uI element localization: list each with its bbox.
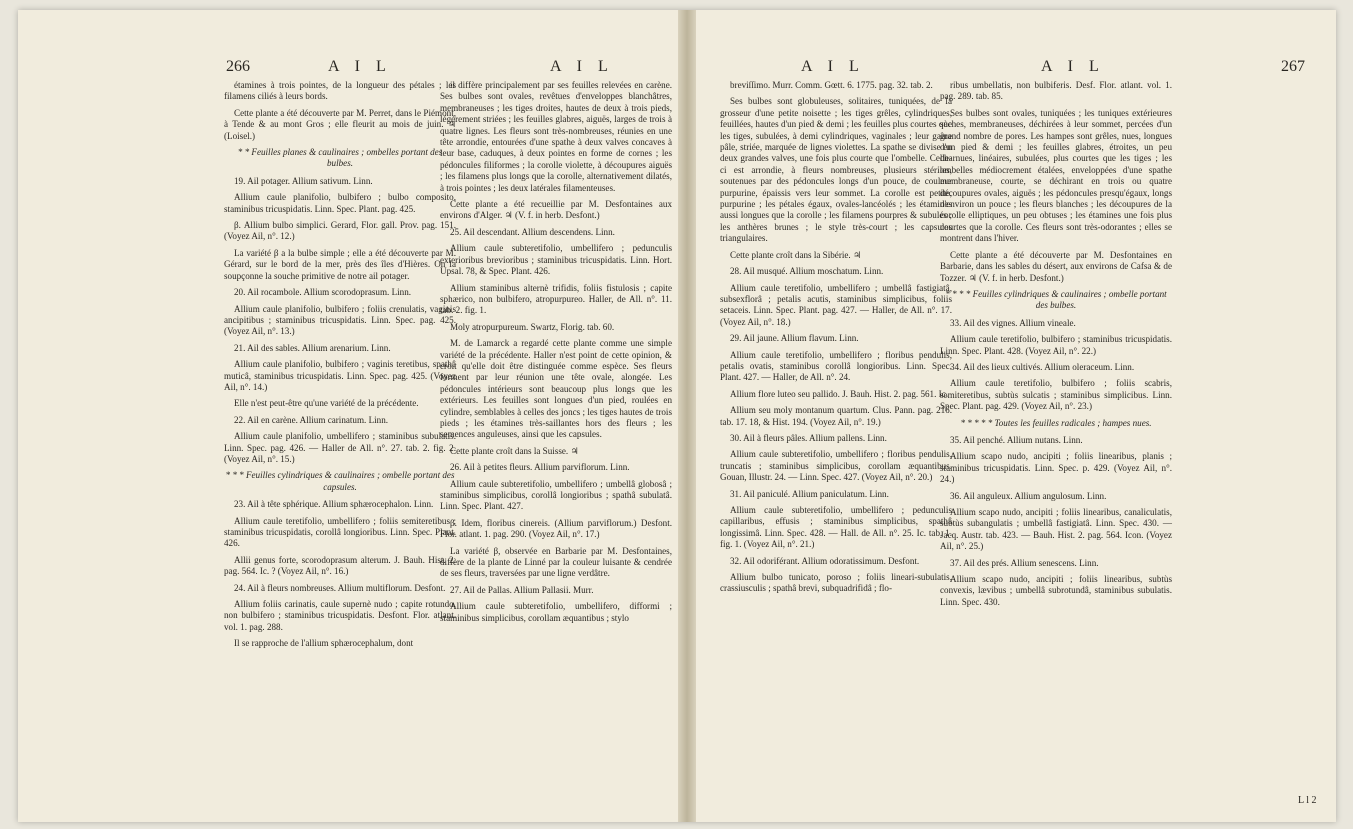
paragraph: Ses bulbes sont ovales, tuniquées ; les tuniques extérieures sèches, membraneuses, déchirées à leur sommet, percées d'un grand nombre de pores. Les hampes sont grêles, nues, longues d'un pied & demi ; les feuilles glabres, étroites, un peu charnues, linéaires, subulées, plus courtes que les tiges ; les ombelles médiocrement étalées, enveloppées d'une spathe membraneuse, courte, se déchirant en trois ou quatre découpures ovales, aiguës ; les pédoncules presqu'égaux, longs d'environ un pouce ; les fleurs blanches ; les découpures de la corolle elliptiques, un peu obtuses ; les étamines une fois plus courtes que la corolle. Ces fleurs sont très-odorantes ; elles se montrent dans l'hiver. [940,107,1172,244]
right-column-2 [940,80,1172,613]
right-column-1 [720,80,952,600]
page-number-left: 266 [226,58,250,75]
paragraph: Allium caule teretifolio, bulbifero ; foliis scabris, semiteretibus, subtùs sulcatis ; staminibus simplicibus. Linn. Spec. Plant. pag. 429. (Voyez Ail, n°. 23.) [940,378,1172,412]
right-page [696,10,1336,822]
paragraph: Allium caule planifolio, bulbifero ; vaginis teretibus, spathâ muticâ, staminibus tricuspidatis. Linn. Spec. pag. 425. (Voyez Ail, n°. 14.) [224,359,456,392]
paragraph: 23. Ail à tête sphérique. Allium sphærocephalon. Linn. [234,499,434,510]
paragraph: Allium bulbo tunicato, poroso ; foliis lineari-subulatis, crassiusculis ; spathâ brevi, subquadrifidâ ; flo- [720,572,952,594]
paragraph: 31. Ail paniculé. Allium paniculatum. Linn. [730,488,889,499]
paragraph: Allium caule subteretifolio, umbellifero ; pedunculis exterioribus brevioribus ; staminibus tricuspidatis. Linn. Hort. Upsal. 78, & Spec. Plant. 426. [440,243,672,277]
paragraph: Allium caule teretifolio, umbellifero ; floribus pendulis, petalis ovatis, staminibus corollâ longioribus. Linn. Spec. Plant. 427. — Haller, de All. n°. 24. [720,349,952,383]
paragraph: 32. Ail odoriférant. Allium odoratissimum. Desfont. [730,555,920,566]
paragraph: La variété β a la bulbe simple ; elle a été découverte par M. Gérard, sur le bord de la mer, près des îles d'Hières. On la soupçonne la souche primitive de notre ail potager. [224,247,456,281]
running-head-left-1: A I L [328,58,392,75]
paragraph: 20. Ail rocambole. Allium scorodoprasum. Linn. [234,287,412,298]
running-head-right-2: A I L [1041,58,1105,75]
paragraph: Cette plante a été découverte par M. Desfontaines en Barbarie, dans les sables du désert, aux environs de Cafsa & de Tozzer. ♃ (V. f. in herb. Desfont.) [940,249,1172,283]
left-column-1 [224,80,456,655]
signature-mark: L l 2 [1298,795,1317,806]
paragraph: β. Idem, floribus cinereis. (Allium parviflorum.) Desfont. Flor. atlant. 1. pag. 290. (Voyez Ail, n°. 17.) [440,517,672,540]
paragraph: 22. Ail en carène. Allium carinatum. Linn. [234,414,389,425]
paragraph: Allium foliis carinatis, caule supernè nudo ; capite rotundo, non bulbifero ; staminibus tricuspidatis. Desfont. Flor. atlant. vol. 1. pag. 288. [224,599,456,632]
paragraph: Allii genus forte, scorodoprasum alterum. J. Bauh. Hist. 2. pag. 564. Ic. ? (Voyez Ail, n°. 16.) [224,554,456,577]
paragraph: Allium flore luteo seu pallido. J. Bauh. Hist. 2. pag. 561. Ic. [730,388,948,399]
paragraph: * * * * * Toutes les feuilles radicales ; hampes nues. [960,417,1152,428]
paragraph: 27. Ail de Pallas. Allium Pallasii. Murr. [450,584,594,595]
paragraph: 30. Ail à fleurs pâles. Allium pallens. Linn. [730,432,887,443]
paragraph: β. Allium bulbo simplici. Gerard, Flor. gall. Prov. pag. 151. (Voyez Ail, n°. 12.) [224,220,456,242]
left-header [18,58,678,82]
paragraph: Cette plante a été recueillie par M. Desfontaines aux environs d'Alger. ♃ (V. f. in herb. Desfont.) [440,199,672,221]
paragraph: * * * * Feuilles cylindriques & caulinaires ; ombelle portant des bulbes. [945,288,1167,311]
paragraph: 21. Ail des sables. Allium arenarium. Linn. [234,342,391,353]
paragraph: 28. Ail musqué. Allium moschatum. Linn. [730,266,884,277]
paragraph: * * Feuilles planes & caulinaires ; ombelles portant des bulbes. [237,147,443,169]
paragraph: 37. Ail des prés. Allium senescens. Linn. [950,557,1099,568]
paragraph: 29. Ail jaune. Allium flavum. Linn. [730,333,859,344]
paragraph: ribus umbellatis, non bulbiferis. Desf. Flor. atlant. vol. 1. pag. 289. tab. 85. [940,80,1172,102]
paragraph: Allium caule planifolio, bulbifero ; foliis crenulatis, vaginis ancipitibus ; staminibus tricuspidatis. Linn. Spec. pag. 425. (Voyez Ail, n°. 13.) [224,303,456,337]
paragraph: Elle n'est peut-être qu'une variété de la précédente. [234,398,419,409]
paragraph: M. de Lamarck a regardé cette plante comme une simple variété de la précédente. Haller n'est point de cette opinion, & croit qu'elle doit être distinguée comme espèce. Ses fleurs forment par leur réunion une tête ovale, alongée. Les pédoncules intérieurs sont beaucoup plus longs que les extérieurs. Les feuilles sont longues d'un pied, roulées en cylindre, semblables à celles des joncs ; les tiges hautes de trois pieds ; les étamines très-saillantes hors des fleurs ; les semences anguleuses, ainsi que les capsules. [440,338,672,440]
paragraph: Allium caule planifolio, umbellifero ; staminibus subulatis. Linn. Spec. pag. 426. — Haller de All. n°. 27. tab. 2. fig. 2. (Voyez Ail, n°. 15.) [224,431,456,464]
paragraph: il diffère principalement par ses feuilles relevées en carène. Ses bulbes sont ovales, revêtues d'enveloppes blanchâtres, membraneuses ; les tiges droites, hautes de deux à trois pieds, légèrement striées ; les feuilles glabres, aiguës, larges de trois à quatre lignes. Les fleurs sont très-nombreuses, réunies en une tête arrondie, entourées d'une spathe à deux valves concaves à leur base, caduques, à deux pointes en forme de cornes ; les pédoncules filiformes ; la corolle violette, à découpures aiguës ; les filamens plus longs que la corolle, alternativement dilatés, à trois pointes ; les deux latérales filamenteuses. [440,80,672,193]
paragraph: Allium caule subteretifolio, umbellifero ; pedunculis capillaribus, effusis ; staminibus simplicibus, spathâ longissimâ. Linn. Spec. 428. — Hall. de All. n°. 25. Ic. tab. 1. fig. 1. (Voyez Ail, n°. 21.) [720,505,952,550]
paragraph: Allium caule subteretifolio, umbellifero ; umbellâ globosâ ; staminibus simplicibus, corollâ longioribus ; spathâ subulatâ. Linn. Spec. Plant. 427. [440,478,672,512]
paragraph: Il se rapproche de l'allium sphærocephalum, dont [234,638,414,649]
paragraph: Allium caule subteretifolio, umbellifero, difformi ; staminibus simplicibus, corollam æquantibus ; stylo [440,601,672,623]
paragraph: 26. Ail à petites fleurs. Allium parviflorum. Linn. [450,462,630,473]
paragraph: étamines à trois pointes, de la longueur des pétales ; les filamens ciliés à leurs bords. [224,80,456,102]
paragraph: Cette plante croît dans la Sibérie. ♃ [730,249,862,260]
left-column-2 [440,80,672,629]
paragraph: Allium caule teretifolio, umbellifero ; foliis semiteretibus ; staminibus tricuspidatis, corollâ longioribus. Linn. Spec. Plant. 426. [224,515,456,549]
paragraph: breviſſimo. Murr. Comm. Gœtt. 6. 1775. pag. 32. tab. 2. [730,80,933,90]
paragraph: La variété β, observée en Barbarie par M. Desfontaines, diffère de la plante de Linné par la couleur luisante & cendrée de ses fleurs, traversées par une ligne verdâtre. [440,545,672,579]
paragraph: 33. Ail des vignes. Allium vineale. [950,317,1076,328]
paragraph: Allium seu moly montanum quartum. Clus. Pann. pag. 216. tab. 17. 18, & Hist. 194. (Voyez Ail, n°. 19.) [720,405,952,427]
paragraph: 19. Ail potager. Allium sativum. Linn. [234,175,373,186]
paragraph: Allium scapo nudo, ancipiti ; foliis linearibus, subtùs convexis, lævibus ; umbellâ subrotundâ, staminibus subulatis. Linn. Spec. 430. [940,574,1172,607]
paragraph: Cette plante a été découverte par M. Perret, dans le Piémont, à Tende & au mont Gros ; elle fleurit au mois de juin. ♃ (Loisel.) [224,107,456,141]
paragraph: * * * Feuilles cylindriques & caulinaires ; ombelle portant des capsules. [225,470,455,492]
left-page [18,10,678,822]
page-number-right: 267 [1281,58,1305,75]
paragraph: 35. Ail penché. Allium nutans. Linn. [950,434,1083,445]
running-head-right-1: A I L [801,58,865,75]
paragraph: Cette plante croît dans la Suisse. ♃ [450,445,579,456]
paragraph: Allium caule planifolio, bulbifero ; bulbo composito, staminibus tricuspidatis. Linn. Spec. Plant. pag. 425. [224,192,456,214]
paragraph: Allium caule subteretifolio, umbellifero ; floribus pendulis, truncatis ; staminibus simplicibus, corollam æquantibus. Gouan, Illustr. 24. — Linn. Spec. 427. (Voyez Ail, n°. 20.) [720,449,952,483]
paragraph: 36. Ail anguleux. Allium angulosum. Linn. [950,490,1107,501]
paragraph: 34. Ail des lieux cultivés. Allium oleraceum. Linn. [950,361,1135,372]
paragraph: Allium caule teretifolio, bulbifero ; staminibus tricuspidatis. Linn. Spec. Plant. 428. (Voyez Ail, n°. 22.) [940,334,1172,356]
paragraph: Moly atropurpureum. Swartz, Florig. tab. 60. [450,321,615,332]
paragraph: Allium scapo nudo, ancipiti ; foliis linearibus, planis ; staminibus tricuspidatis. Linn. Spec. p. 429. (Voyez Ail, n°. 24.) [940,451,1172,485]
right-header [696,58,1336,82]
paragraph: Allium caule teretifolio, umbellifero ; umbellâ fastigiatâ, subsexflorâ ; petalis acutis, staminibus simplicibus, foliis setaceis. Linn. Spec. Plant. pag. 427. — Haller, de All. n°. 17. (Voyez Ail, n°. 18.) [720,282,952,327]
book-gutter [678,10,696,822]
paragraph: Allium staminibus alternè trifidis, foliis fistulosis ; capite sphærico, non bulbifero, atropurpureo. Haller, de All. n°. 11. tab. 2. fig. 1. [440,282,672,316]
running-head-left-2: A I L [550,58,614,75]
paragraph: Ses bulbes sont globuleuses, solitaires, tuniquées, de la grosseur d'une petite noisette ; les tiges grêles, cylindriques, feuillées, hautes d'un pied & demi ; les feuilles plus courtes que les tiges, subulées, à demi cylindriques, vaginales ; leur gaîne pâle, striée, marquée de lignes violettes. La spathe se divise en deux grandes valves, une fois plus courte que l'ombelle. Celle-ci est arrondie, à fleurs nombreuses, plusieurs stériles, soutenues par des pédoncules longs d'un pouce, de couleur purpurine, épaissis vers leur sommet. La corolle est petite, purpurine ; les pétales égaux, ovales-lancéolés ; les étamines aussi longues que la corolle ; les filamens pourpres & subulés ; les anthères brunes ; le style très-court ; les capsules triangulaires. [720,96,952,244]
paragraph: 24. Ail à fleurs nombreuses. Allium multiflorum. Desfont. [234,582,446,593]
paragraph: Allium scapo nudo, ancipiti ; foliis linearibus, canaliculatis, subtùs subangulatis ; umbellâ fastigiatâ. Linn. Spec. 430. — Jacq. Austr. tab. 423. — Bauh. Hist. 2. pag. 564. Icon. (Voyez Ail, n°. 25.) [940,507,1172,552]
paragraph: 25. Ail descendant. Allium descendens. Linn. [450,226,615,237]
book-spread [18,10,1336,822]
